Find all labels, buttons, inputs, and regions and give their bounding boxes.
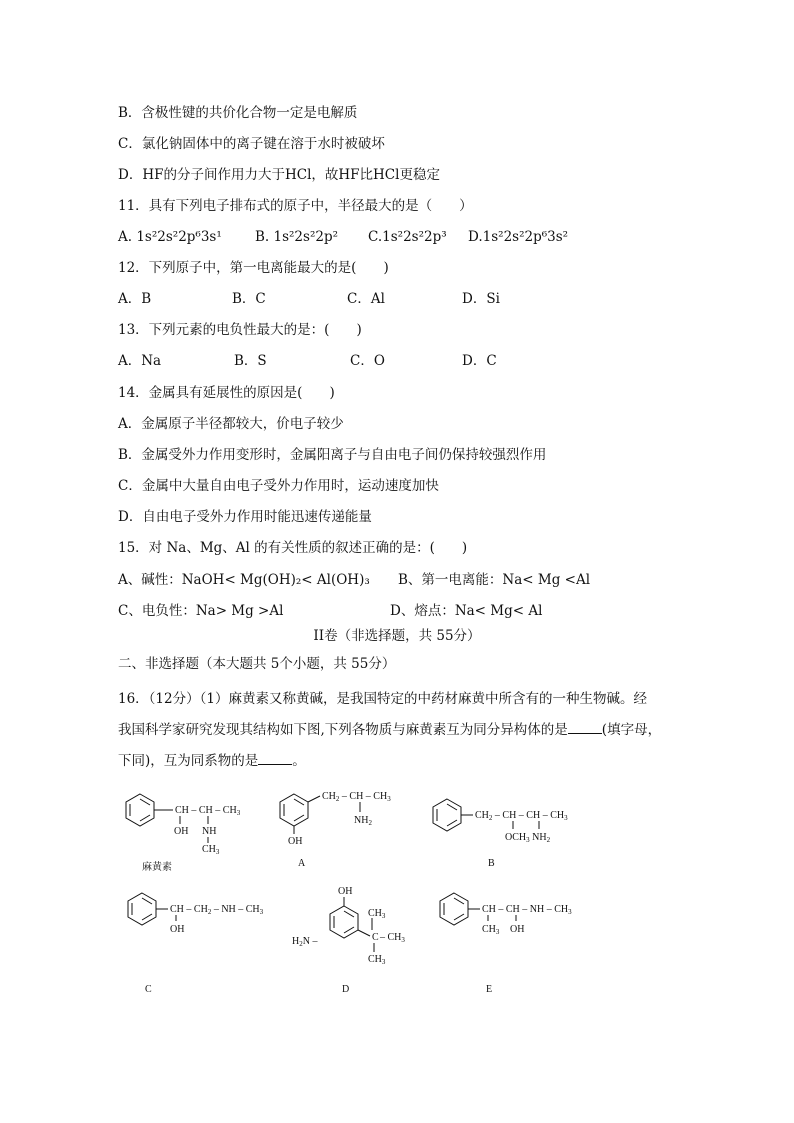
answer-blank-isomer[interactable] <box>568 721 602 734</box>
q11-option-b: B. 1s²2s²2p² <box>255 229 339 245</box>
a-nh2: $NH_2$ <box>354 815 372 827</box>
q10-option-c: C．氯化钠固体中的离子键在溶于水时被破坏 <box>118 136 385 152</box>
structure-e <box>432 885 602 945</box>
q13-option-d: D．C <box>462 353 497 369</box>
b-substituents: $OCH_3$ $NH_2$ <box>505 832 551 844</box>
structure-c <box>120 885 290 945</box>
ephedrine-chain: CH – CH – $CH_3$ <box>175 805 241 817</box>
a-chain: $CH_2$ – CH – $CH_3$ <box>322 791 391 803</box>
q16-text-2b: (填字母， <box>601 722 662 738</box>
c-oh: OH <box>170 924 185 935</box>
caption-d: D <box>342 984 350 995</box>
b-chain: $CH_2$ – CH – CH – $CH_3$ <box>475 810 568 822</box>
q10-option-d: D．HF的分子间作用力大于HCl，故HF比HCl更稳定 <box>118 167 440 183</box>
question-16-line-3 <box>118 752 306 770</box>
q16-text-3b: 。 <box>292 753 306 769</box>
section-title: II卷（非选择题，共 55分） <box>313 628 481 644</box>
q13-option-b: B．S <box>234 353 267 369</box>
a-oh: OH <box>288 836 303 847</box>
question-11: 11．具有下列电子排布式的原子中，半径最大的是（ ） <box>118 198 473 214</box>
q15-option-b: B、第一电离能：Na< Mg <Al <box>398 572 591 588</box>
structure-b <box>425 785 595 850</box>
d-ch3-bottom: $CH_3$ <box>368 954 386 966</box>
q12-option-b: B．C <box>232 291 266 307</box>
question-16-line-1: 16．（12分）（1）麻黄素又称黄碱，是我国特定的中药材麻黄中所含有的一种生物碱。经 <box>118 691 647 707</box>
caption-c: C <box>145 984 152 995</box>
structure-d <box>288 882 418 972</box>
caption-ephedrine: 麻黄素 <box>142 862 172 873</box>
d-ch3-mid: – $CH_3$ <box>380 932 405 944</box>
q13-option-a: A．Na <box>118 353 162 369</box>
caption-b: B <box>488 858 495 869</box>
q14-option-c: C．金属中大量自由电子受外力作用时，运动速度加快 <box>118 478 439 494</box>
question-15: 15．对 Na、Mg、Al 的有关性质的叙述正确的是：( ) <box>118 540 468 556</box>
caption-a: A <box>298 858 306 869</box>
q11-option-a: A. 1s²2s²2p⁶3s¹ <box>118 229 222 245</box>
q10-option-b: B．含极性键的共价化合物一定是电解质 <box>118 105 358 121</box>
question-16-line-2 <box>118 721 661 739</box>
d-oh: OH <box>338 886 353 897</box>
q16-text-2a: 我国科学家研究发现其结构如下图,下列各物质与麻黄素互为同分异构体的是 <box>118 722 568 738</box>
caption-e: E <box>486 984 493 995</box>
q11-option-d: D.1s²2s²2p⁶3s² <box>468 229 569 245</box>
q16-text-3a: 下同)，互为同系物的是 <box>118 753 259 769</box>
question-14: 14．金属具有延展性的原因是( ) <box>118 385 335 401</box>
structure-ephedrine <box>118 780 268 856</box>
d-ch3-top: $CH_3$ <box>368 908 386 920</box>
d-carbon: C <box>372 932 379 943</box>
section-two-heading: 二、非选择题（本大题共 5个小题，共 55分） <box>118 656 396 672</box>
answer-blank-homolog[interactable] <box>258 752 292 765</box>
q15-option-a: A、碱性：NaOH< Mg(OH)₂< Al(OH)₃ <box>118 572 370 588</box>
c-chain: CH – $CH_2$ – NH – $CH_3$ <box>170 904 264 916</box>
q14-option-b: B．金属受外力作用变形时，金属阳离子与自由电子间仍保持较强烈作用 <box>118 447 547 463</box>
e-oh: OH <box>510 924 525 935</box>
q11-option-c: C.1s²2s²2p³ <box>368 229 447 245</box>
question-13: 13．下列元素的电负性最大的是：( ) <box>118 322 362 338</box>
q13-option-c: C．O <box>350 353 385 369</box>
e-ch3: $CH_3$ <box>482 924 500 936</box>
ephedrine-nh: NH <box>202 826 217 837</box>
structure-a <box>268 780 418 855</box>
q14-option-a: A．金属原子半径都较大，价电子较少 <box>118 416 344 432</box>
q12-option-a: A．B <box>118 291 152 307</box>
ephedrine-ch3: $CH_3$ <box>202 844 220 856</box>
q15-option-c: C、电负性：Na> Mg >Al <box>118 603 284 619</box>
q12-option-c: C．Al <box>347 291 385 307</box>
e-chain: CH – CH – NH – $CH_3$ <box>482 904 572 916</box>
d-h2n: $H_2N$ – <box>292 936 318 948</box>
question-12: 12．下列原子中，第一电离能最大的是( ) <box>118 260 389 276</box>
ephedrine-oh: OH <box>174 826 189 837</box>
q12-option-d: D．Si <box>462 291 500 307</box>
q14-option-d: D．自由电子受外力作用时能迅速传递能量 <box>118 509 372 525</box>
q15-option-d: D、熔点：Na< Mg< Al <box>390 603 543 619</box>
